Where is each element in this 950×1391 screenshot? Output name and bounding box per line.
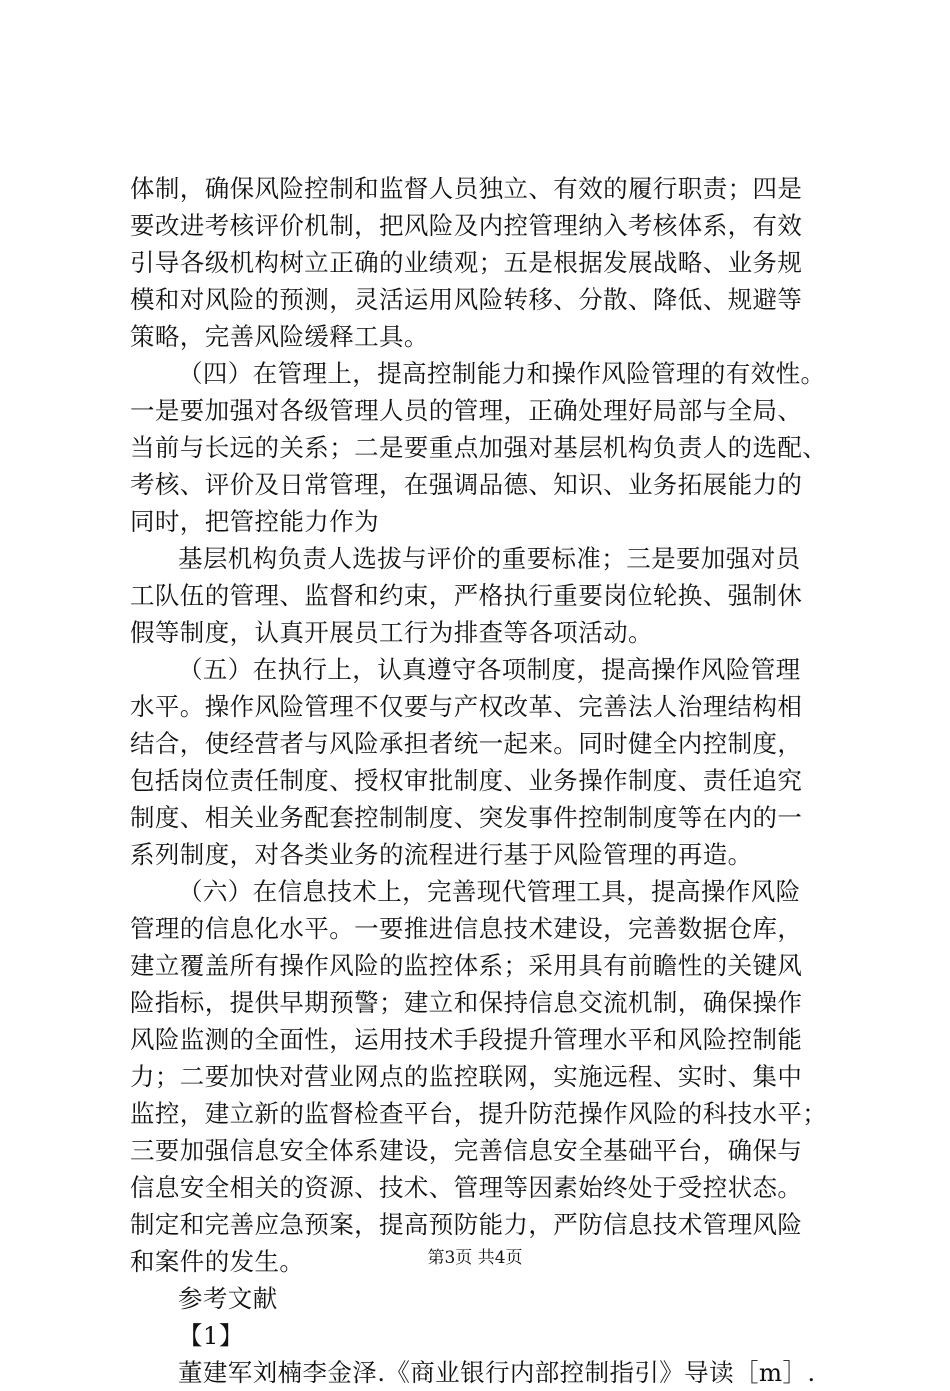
- text-line: （六）在信息技术上，完善现代管理工具，提高操作风险: [178, 877, 801, 906]
- text-line: 和案件的发生。: [130, 1247, 305, 1276]
- text-line: 引导各级机构树立正确的业绩观；五是根据发展战略、业务规: [130, 248, 803, 277]
- text-line: 力；二要加快对营业网点的监控联网，实施远程、实时、集中: [130, 1062, 803, 1091]
- text-line: 建立覆盖所有操作风险的监控体系；采用具有前瞻性的关键风: [130, 951, 803, 980]
- text-line: 风险监测的全面性，运用技术手段提升管理水平和风险控制能: [130, 1025, 803, 1054]
- text-line: 董建军刘楠李金泽.《商业银行内部控制指引》导读［m］.: [178, 1358, 816, 1387]
- text-line: 三要加强信息安全体系建设，完善信息安全基础平台，确保与: [130, 1136, 803, 1165]
- text-line: 工队伍的管理、监督和约束，严格执行重要岗位轮换、强制休: [130, 581, 803, 610]
- text-line: 参考文献: [178, 1284, 278, 1313]
- text-line: 制度、相关业务配套控制制度、突发事件控制制度等在内的一: [130, 803, 803, 832]
- text-line: 考核、评价及日常管理，在强调品德、知识、业务拓展能力的: [130, 470, 803, 499]
- page-footer: 第3页 共4页: [427, 1248, 523, 1268]
- text-line: 要改进考核评价机制，把风险及内控管理纳入考核体系，有效: [130, 211, 803, 240]
- text-line: 险指标，提供早期预警；建立和保持信息交流机制，确保操作: [130, 988, 803, 1017]
- text-line: 同时，把管控能力作为: [130, 507, 379, 536]
- text-line: 系列制度，对各类业务的流程进行基于风险管理的再造。: [130, 840, 753, 869]
- text-line: 制定和完善应急预案，提高预防能力，严防信息技术管理风险: [130, 1210, 803, 1239]
- text-line: 模和对风险的预测，灵活运用风险转移、分散、降低、规避等: [130, 285, 803, 314]
- text-line: 监控，建立新的监督检查平台，提升防范操作风险的科技水平；: [130, 1099, 828, 1128]
- text-line: 水平。操作风险管理不仅要与产权改革、完善法人治理结构相: [130, 692, 803, 721]
- text-line: （四）在管理上，提高控制能力和操作风险管理的有效性。: [178, 359, 826, 388]
- text-line: 假等制度，认真开展员工行为排查等各项活动。: [130, 618, 653, 647]
- document-body: [130, 170, 842, 1391]
- text-line: 【1】: [178, 1321, 244, 1350]
- text-line: 当前与长远的关系；二是要重点加强对基层机构负责人的选配、: [130, 433, 828, 462]
- text-line: 管理的信息化水平。一要推进信息技术建设，完善数据仓库，: [130, 914, 803, 943]
- text-line: 信息安全相关的资源、技术、管理等因素始终处于受控状态。: [130, 1173, 803, 1202]
- text-line: 结合，使经营者与风险承担者统一起来。同时健全内控制度，: [130, 729, 803, 758]
- text-line: 体制，确保风险控制和监督人员独立、有效的履行职责；四是: [130, 174, 803, 203]
- text-line: 策略，完善风险缓释工具。: [130, 322, 429, 351]
- text-line: 包括岗位责任制度、授权审批制度、业务操作制度、责任追究: [130, 766, 803, 795]
- text-line: （五）在执行上，认真遵守各项制度，提高操作风险管理: [178, 655, 801, 684]
- text-line: 一是要加强对各级管理人员的管理，正确处理好局部与全局、: [130, 396, 803, 425]
- text-line: 基层机构负责人选拔与评价的重要标准；三是要加强对员: [178, 544, 801, 573]
